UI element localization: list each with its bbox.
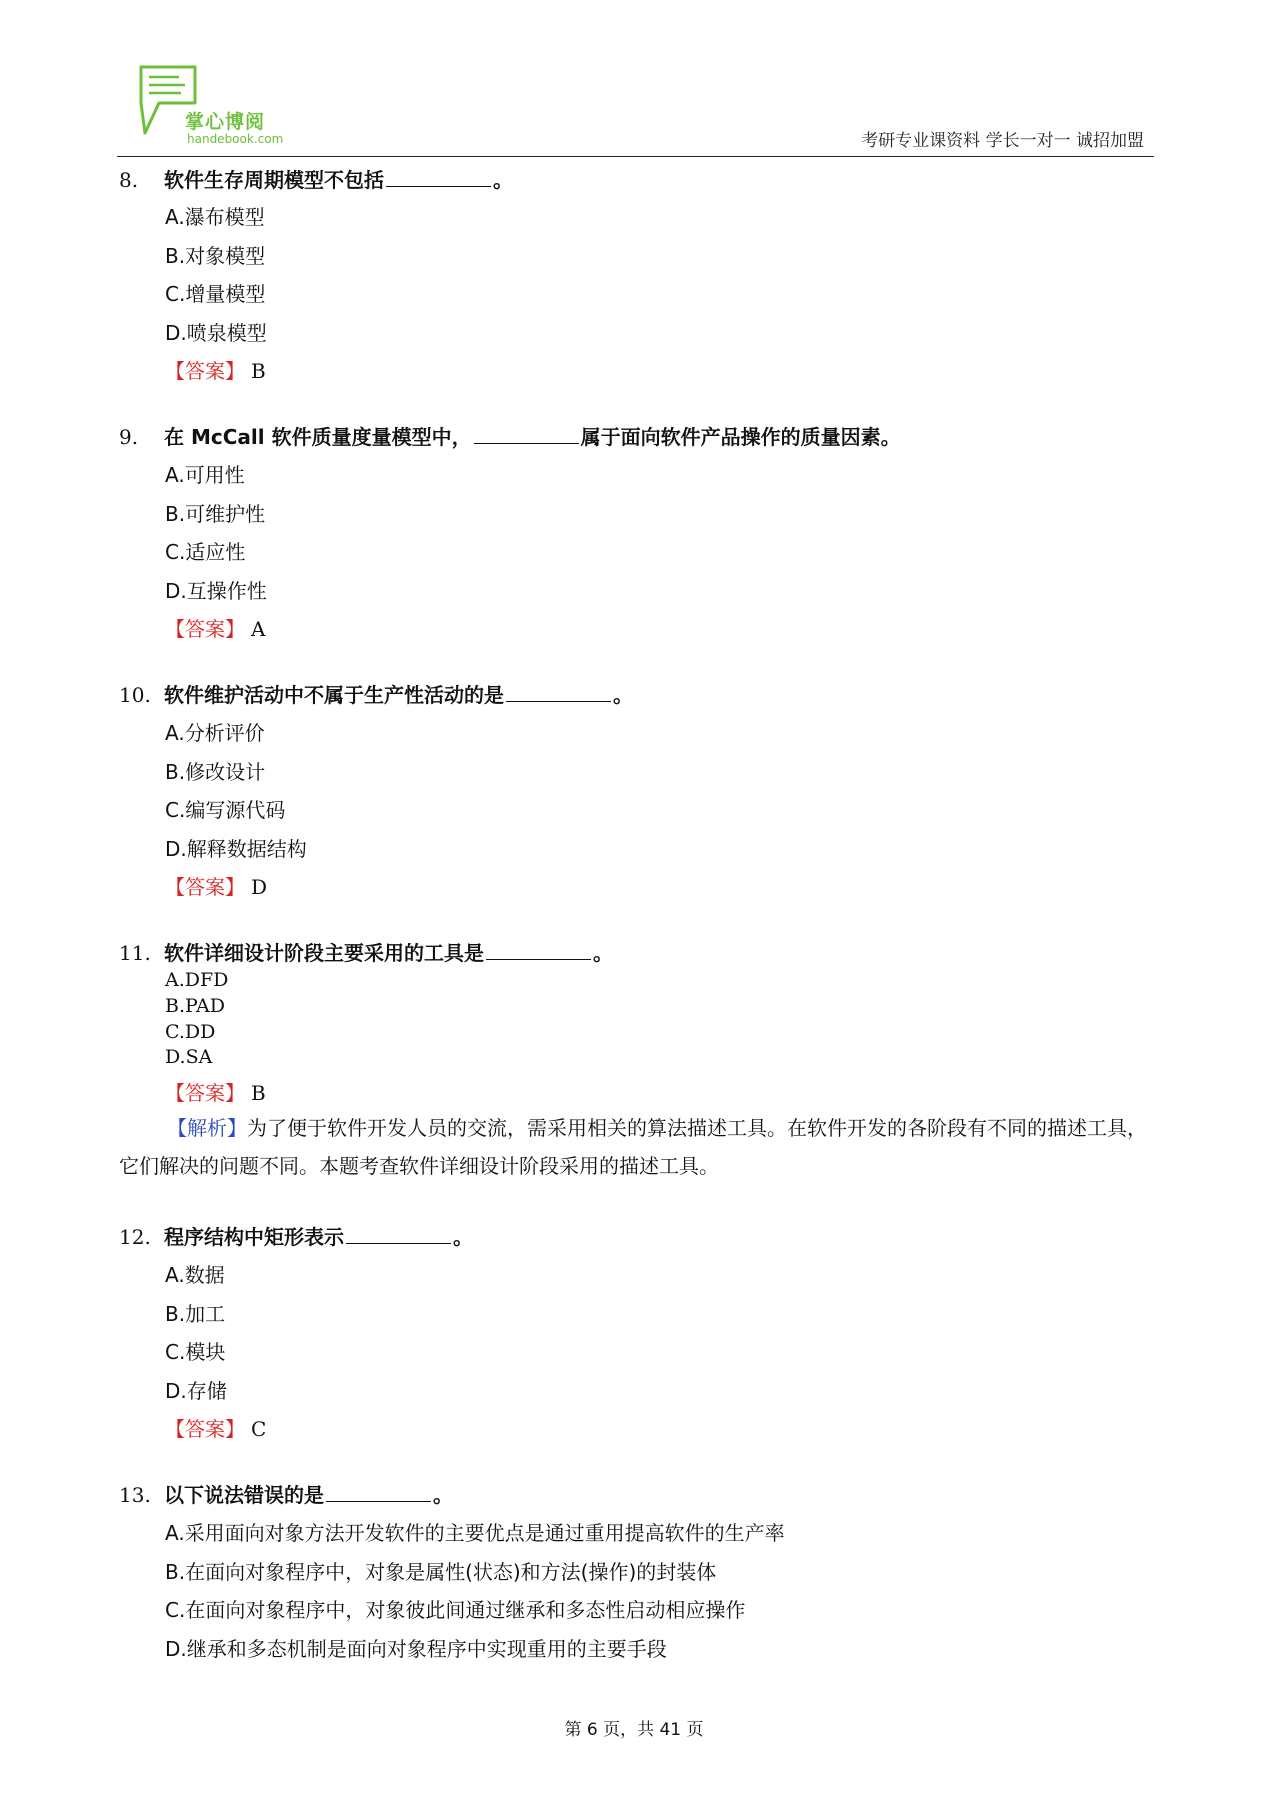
answer-value: B — [251, 1081, 266, 1105]
option: D.喷泉模型 — [165, 321, 267, 345]
question-title — [119, 1479, 453, 1508]
answer — [165, 1413, 266, 1442]
page-footer: 第 6 页，共 41 页 — [564, 1720, 704, 1740]
question-stem: 软件生存周期模型不包括 — [164, 168, 384, 192]
option: D.互操作性 — [165, 579, 267, 603]
option: D.存储 — [165, 1379, 227, 1403]
question-stem-end: 。 — [433, 1483, 453, 1507]
question-title — [119, 1221, 473, 1250]
option: A.数据 — [165, 1263, 225, 1287]
answer-blank — [386, 170, 491, 187]
question-stem-end: 。 — [493, 168, 513, 192]
logo-text: 掌心博阅 — [185, 111, 266, 133]
answer-value: D — [251, 875, 268, 899]
answer-label: 【答案】 — [165, 1081, 245, 1105]
answer-blank — [474, 427, 579, 444]
option: C.编写源代码 — [165, 798, 286, 822]
question-number: 10. — [119, 683, 151, 707]
answer — [165, 355, 266, 384]
option: A.分析评价 — [165, 721, 265, 745]
header-tagline: 考研专业课资料 学长一对一 诚招加盟 — [861, 131, 1144, 151]
question-number: 13. — [119, 1483, 151, 1507]
option: C.在面向对象程序中，对象彼此间通过继承和多态性启动相应操作 — [165, 1598, 746, 1622]
option: B.修改设计 — [165, 760, 266, 784]
question-title — [119, 679, 633, 708]
logo — [135, 63, 284, 153]
question-number: 8. — [119, 168, 139, 192]
explanation-label: 【解析】 — [167, 1116, 247, 1140]
question-number: 11. — [119, 941, 151, 965]
option: B.可维护性 — [165, 502, 266, 526]
option: C.模块 — [165, 1340, 226, 1364]
answer-label: 【答案】 — [165, 359, 245, 383]
option: C.DD — [165, 1021, 216, 1043]
explanation-text: 为了便于软件开发人员的交流，需采用相关的算法描述工具。在软件开发的各阶段有不同的描述工具，它们解决的问题不同。本题考查软件详细设计阶段采用的描述工具。 — [119, 1116, 1147, 1178]
option: C.适应性 — [165, 540, 246, 564]
option: A.DFD — [165, 969, 229, 991]
option: A.可用性 — [165, 463, 245, 487]
page-header — [117, 58, 1154, 157]
option: B.对象模型 — [165, 244, 266, 268]
answer-blank — [486, 943, 591, 960]
question-stem: 软件维护活动中不属于生产性活动的是 — [164, 683, 504, 707]
answer — [165, 613, 265, 642]
explanation — [119, 1109, 1159, 1185]
question-title — [119, 164, 513, 193]
option: D.解释数据结构 — [165, 837, 307, 861]
question-title — [119, 421, 901, 450]
option: A.采用面向对象方法开发软件的主要优点是通过重用提高软件的生产率 — [165, 1521, 785, 1545]
question-stem-end: 。 — [613, 683, 633, 707]
question-stem: 软件详细设计阶段主要采用的工具是 — [164, 941, 484, 965]
answer-blank — [346, 1227, 451, 1244]
question-stem: 以下说法错误的是 — [164, 1483, 324, 1507]
question-stem-end: 。 — [453, 1225, 473, 1249]
option: B.在面向对象程序中，对象是属性(状态)和方法(操作)的封装体 — [165, 1560, 717, 1584]
answer-blank — [506, 685, 611, 702]
answer — [165, 871, 267, 900]
answer-value: B — [251, 359, 266, 383]
question-title — [119, 937, 613, 966]
logo-url: handebook.com — [187, 132, 284, 146]
answer — [165, 1077, 266, 1106]
answer-label: 【答案】 — [165, 1417, 245, 1441]
answer-label: 【答案】 — [165, 617, 245, 641]
answer-value: C — [251, 1417, 267, 1441]
option: D.继承和多态机制是面向对象程序中实现重用的主要手段 — [165, 1637, 667, 1661]
question-stem-end: 。 — [593, 941, 613, 965]
option: B.PAD — [165, 995, 225, 1017]
answer-blank — [326, 1485, 431, 1502]
answer-label: 【答案】 — [165, 875, 245, 899]
answer-value: A — [251, 617, 266, 641]
option: C.增量模型 — [165, 282, 266, 306]
question-number: 9. — [119, 425, 139, 449]
question-stem-end: 属于面向软件产品操作的质量因素。 — [580, 425, 901, 449]
option: D.SA — [165, 1046, 213, 1068]
option: A.瀑布模型 — [165, 205, 265, 229]
question-stem: 在 McCall 软件质量度量模型中， — [164, 425, 472, 449]
option: B.加工 — [165, 1302, 226, 1326]
question-stem: 程序结构中矩形表示 — [164, 1225, 344, 1249]
question-number: 12. — [119, 1225, 151, 1249]
